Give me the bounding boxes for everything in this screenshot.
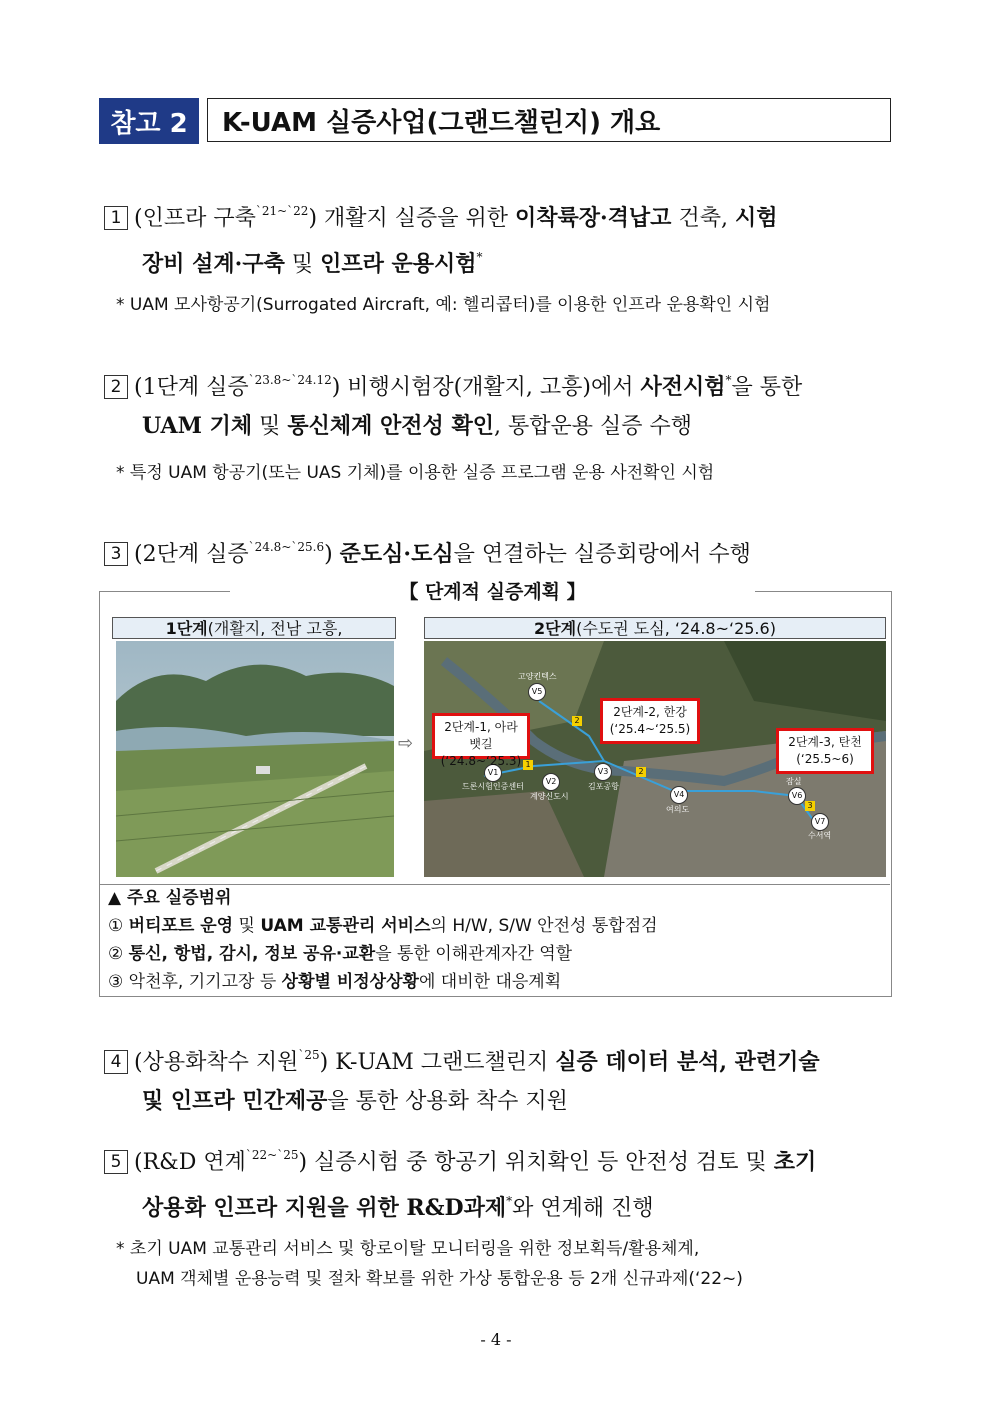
figure-title: 【 단계적 실증계획 】 [230,577,755,607]
item-1: 1 (인프라 구축$^{`21\sim`22}$) 개활지 실증을 위한 이착륙장·격납고 건축, 시험 장비 설계·구축 및 인프라 운용시험* [104,192,896,284]
page-title: K-UAM 실증사업(그랜드챌린지) 개요 [207,98,891,142]
callout-stage2-2: 2단계-2, 한강 (‘25.4~‘25.5) [600,698,700,744]
segment-marker: 2 [636,767,646,777]
arrow-icon: ⇨ [398,733,414,754]
vertiport-v5: V5 [528,683,546,701]
item-number: 5 [104,1150,128,1174]
place-label: 잠실 [786,777,802,786]
segment-marker: 1 [523,760,533,770]
vertiport-v1: V1 [484,764,502,782]
place-label: 드론시험인증센터 [462,782,524,791]
item-number: 2 [104,375,128,399]
place-label: 김포공항 [588,782,619,791]
item-1-note: * UAM 모사항공기(Surrogated Aircraft, 예: 헬리콥터)를 이용한 인프라 운용확인 시험 [116,295,771,315]
item-5-note: * 초기 UAM 교통관리 서비스 및 항로이탈 모니터링을 위한 정보획득/활용체계, UAM 객체별 운용능력 및 절차 확보를 위한 가상 통합운용 등 2개 신규과제(‘22~) [116,1239,743,1289]
vertiport-v2: V2 [542,773,560,791]
item-number: 4 [104,1050,128,1074]
item-number: 3 [104,542,128,566]
segment-marker: 2 [572,716,582,726]
item-4: 4 (상용화착수 지원$^{`25}$) K-UAM 그랜드챌린지 실증 데이터 분석, 관련기술 및 인프라 민간제공을 통한 상용화 착수 지원 [104,1036,896,1121]
scope-item: ① 버티포트 운영 및 UAM 교통관리 서비스의 H/W, S/W 안전성 통합점검 [108,916,658,936]
scope-item: ② 통신, 항법, 감시, 정보 공유·교환을 통한 이해관계자간 역할 [108,944,573,964]
place-label: 계양신도시 [530,792,569,801]
goheung-airfield-photo [116,641,394,877]
place-label: 여의도 [666,805,690,814]
item-2-note: * 특정 UAM 항공기(또는 UAS 기체)를 이용한 실증 프로그램 운용 사전확인 시험 [116,463,715,483]
scope-title: ▲ 주요 실증범위 [108,888,232,908]
vertiport-v3: V3 [594,763,612,781]
item-2: 2 (1단계 실증$^{`23.8\sim`24.12}$) 비행시험장(개활지, 고흥)에서 사전시험*을 통한 UAM 기체 및 통신체계 안전성 확인, 통합운용 실증 수행 [104,361,896,446]
segment-marker: 3 [805,801,815,811]
vertiport-v4: V4 [670,786,688,804]
callout-stage2-1: 2단계-1, 아라뱃길 (‘24.8~‘25.3) [432,713,530,759]
item-5: 5 (R&D 연계$^{`22\sim`25}$) 실증시험 중 항공기 위치확인 등 안전성 검토 및 초기 상용화 인프라 지원을 위한 R&D과제*와 연계해 진행 [104,1136,896,1228]
scope-item: ③ 악천후, 기기고장 등 상황별 비정상상황에 대비한 대응계획 [108,972,562,992]
place-label: 고양킨텍스 [518,672,557,681]
item-number: 1 [104,206,128,230]
callout-stage2-3: 2단계-3, 탄천 (‘25.5~6) [776,728,874,774]
place-label: 수서역 [808,831,832,840]
stage2-label: 2단계(수도권 도심, ‘24.8~‘25.6) [424,617,886,639]
page-number: - 4 - [480,1330,512,1349]
main-scope [100,884,890,996]
vertiport-v6: V6 [788,787,806,805]
item-3: 3 (2단계 실증$^{`24.8\sim`25.6}$) 준도심·도심을 연결하는 실증회랑에서 수행 [104,528,896,574]
reference-tag: 참고 2 [99,98,199,144]
vertiport-v7: V7 [811,813,829,831]
stage1-label: 1단계(개활지, 전남 고흥, [112,617,396,639]
